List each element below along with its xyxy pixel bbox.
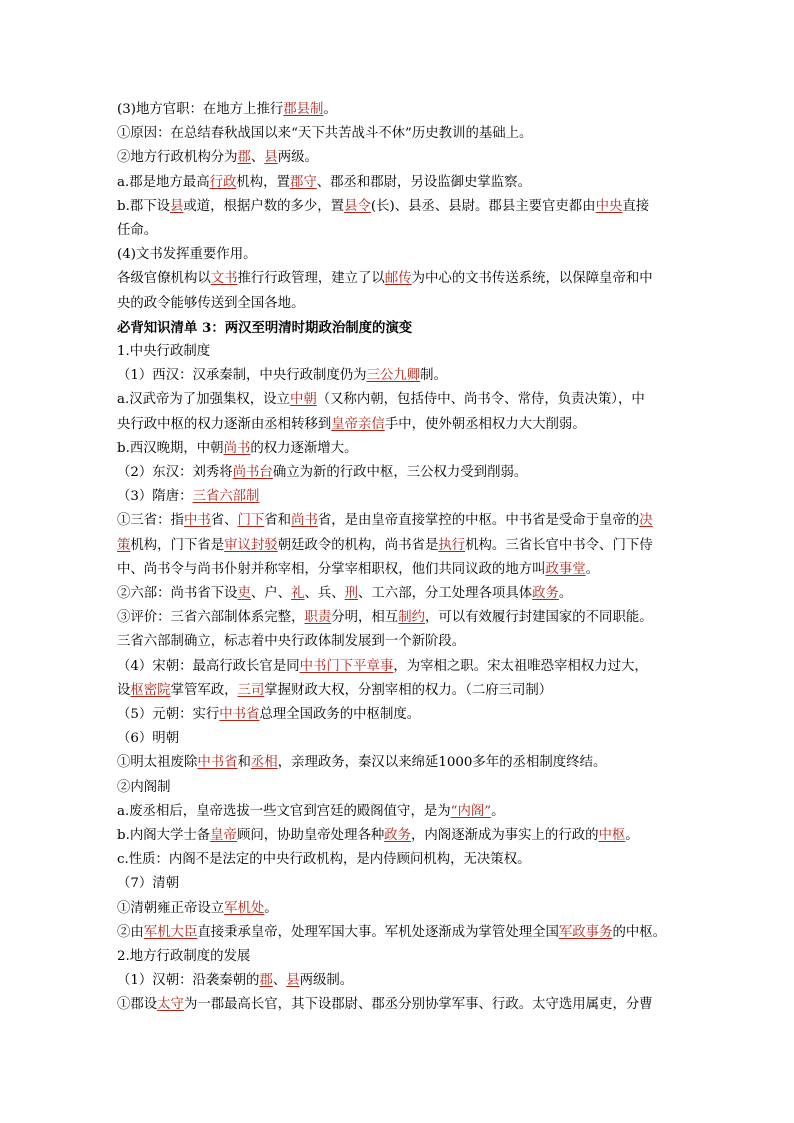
text-segment: 机构。三省长官中书令、门下侍	[465, 538, 653, 553]
text-segment: ，为宰相之职。宋太祖唯恐宰相权力过大，	[393, 659, 648, 674]
highlighted-term: 县令	[344, 199, 371, 214]
highlighted-term: 执行	[438, 538, 466, 553]
text-line	[117, 921, 666, 945]
highlighted-term: 郡县制	[283, 102, 324, 117]
text-line	[117, 582, 572, 606]
text-segment: 的权力逐渐增大。	[250, 441, 358, 456]
text-segment: 。	[323, 102, 337, 117]
text-segment: 、	[250, 150, 265, 165]
text-line	[117, 171, 531, 195]
text-segment: 两级制。	[299, 973, 354, 988]
text-segment: （5）元朝：实行	[117, 707, 220, 722]
text-segment: 分明，相互	[331, 610, 399, 625]
text-segment: ②由	[117, 925, 144, 940]
text-line	[117, 509, 653, 533]
text-segment: 顾问，协助皇帝处理各种	[236, 828, 385, 843]
text-segment: 、郡丞和郡尉，另设监御史掌监察。	[316, 175, 531, 190]
highlighted-term: 政事堂	[545, 562, 586, 577]
highlighted-term: 枢密院	[130, 683, 171, 698]
highlighted-term: 邮传	[384, 271, 412, 286]
text-line	[117, 872, 179, 896]
highlighted-term: 三司	[237, 683, 265, 698]
highlighted-term: 郡守	[289, 175, 317, 190]
text-segment: 掌管军政，	[170, 683, 238, 698]
text-segment: 直接	[622, 199, 650, 214]
highlighted-term: 中朝	[289, 392, 317, 407]
text-segment: b.西汉晚期，中朝	[117, 441, 224, 456]
text-line	[117, 824, 639, 848]
highlighted-term: 中枢	[598, 828, 626, 843]
highlighted-term: 军政事务	[558, 925, 613, 940]
text-segment: ，亲理政务，秦汉以来绵延1000多年的丞相制度终结。	[277, 755, 607, 770]
text-line	[117, 195, 649, 219]
text-segment: ②内阁制	[117, 780, 171, 795]
text-line	[117, 897, 278, 921]
text-segment: 。	[558, 586, 573, 601]
text-segment: b.内阁大学士备	[117, 828, 211, 843]
highlighted-term: 尚书台	[232, 465, 273, 480]
text-line	[117, 243, 256, 267]
text-segment: （4）宋朝：最高行政长官是同	[117, 659, 300, 674]
text-segment: （2）东汉：刘秀将	[117, 465, 233, 480]
text-line	[117, 98, 337, 122]
highlighted-term: 中央	[595, 199, 623, 214]
text-segment: 必背知识清单 3：两汉至明清时期政治制度的演变	[117, 320, 413, 336]
text-line	[117, 122, 532, 146]
text-segment: ②六部：尚书省下设	[117, 586, 238, 601]
highlighted-term: 决	[639, 513, 653, 528]
text-segment: (3)地方官职：在地方上推行	[117, 102, 284, 117]
text-segment: 掌握财政大权，分割宰相的权力。（二府三司制）	[264, 683, 553, 698]
text-segment: b.郡下设	[117, 199, 170, 214]
text-line	[117, 292, 304, 316]
text-segment: 省，是由皇帝直接掌控的中枢。中书省是受命于皇帝的	[317, 513, 640, 528]
text-line	[117, 534, 653, 558]
text-segment: （7）清朝	[117, 876, 180, 891]
text-segment: ①三省：指	[117, 513, 184, 528]
highlighted-term: 县	[286, 973, 300, 988]
highlighted-term: 制约	[398, 610, 425, 625]
text-segment: 各级官僚机构以	[117, 271, 211, 286]
highlighted-term: 刑	[344, 586, 359, 601]
text-segment: ①郡设	[117, 997, 158, 1012]
highlighted-term: 礼	[291, 586, 305, 601]
highlighted-term: 县	[170, 199, 184, 214]
text-line	[117, 848, 530, 872]
text-segment: 2.地方行政制度的发展	[117, 949, 251, 964]
text-line	[117, 727, 179, 751]
highlighted-term: “内阁”	[450, 804, 492, 819]
text-line	[117, 340, 210, 364]
text-segment: 和	[237, 755, 251, 770]
highlighted-term: 丞相	[250, 755, 278, 770]
highlighted-term: 中书省	[197, 755, 238, 770]
text-segment: 的中枢。	[612, 925, 667, 940]
text-line	[117, 219, 157, 243]
highlighted-term: 中书	[183, 513, 211, 528]
highlighted-term: 皇帝亲信	[331, 417, 385, 432]
text-segment: 机构，置	[236, 175, 290, 190]
text-line	[117, 630, 465, 654]
text-segment: （6）明朝	[117, 731, 180, 746]
text-segment: (4)文书发挥重要作用。	[117, 247, 257, 262]
text-segment: （3）隋唐：	[117, 489, 193, 504]
text-segment: 省、	[210, 513, 238, 528]
text-segment: (长)、县丞、县尉。郡县主要官吏都由	[370, 199, 596, 214]
text-line	[117, 485, 259, 509]
highlighted-term: 行政	[209, 175, 237, 190]
text-segment: （1）汉朝：沿袭秦朝的	[117, 973, 260, 988]
text-segment: 。	[264, 901, 278, 916]
text-segment: 任命。	[117, 223, 158, 238]
text-segment: 手中，使外朝丞相权力大大削弱。	[384, 417, 586, 432]
text-segment: 、户、	[250, 586, 292, 601]
text-segment: 或道，根据户数的多少，置	[183, 199, 345, 214]
text-segment: 设	[117, 683, 131, 698]
highlighted-term: 吏	[237, 586, 251, 601]
text-line	[117, 751, 606, 775]
text-line	[117, 267, 653, 291]
text-segment: a.郡是地方最高	[117, 175, 210, 190]
text-segment: 央行政中枢的权力逐渐由丞相转移到	[117, 417, 332, 432]
highlighted-term: 县	[264, 150, 278, 165]
text-segment: ①原因：在总结春秋战国以来“天下共苦战斗不休”历史教训的基础上。	[117, 126, 533, 141]
text-segment: 三省六部制确立，标志着中央行政体制发展到一个新阶段。	[117, 634, 466, 649]
text-segment: ③评价：三省六部制体系完整，	[117, 610, 305, 625]
text-line	[117, 655, 648, 679]
text-segment: 、	[272, 973, 287, 988]
text-segment: 中、尚书令与尚书仆射并称宰相，分掌宰相职权，他们共同议政的地方叫	[117, 562, 546, 577]
text-segment: 、兵、	[304, 586, 345, 601]
text-line	[117, 703, 420, 727]
highlighted-term: 文书	[210, 271, 238, 286]
highlighted-term: 三省六部制	[192, 489, 260, 504]
text-segment: 1.中央行政制度	[117, 344, 211, 359]
text-line	[117, 461, 527, 485]
text-segment: 直接秉承皇帝，处理军国大事。军机处逐渐成为掌管处理全国	[197, 925, 559, 940]
text-segment: 机构，门下省是	[130, 538, 225, 553]
text-line	[117, 437, 357, 461]
text-segment: 总理全国政务的中枢制度。	[259, 707, 421, 722]
text-segment: 、工六部，分工处理各项具体	[358, 586, 533, 601]
highlighted-term: 郡	[237, 150, 251, 165]
text-segment: ，可以有效履行封建国家的不同职能。	[424, 610, 653, 625]
text-segment: 为中心的文书传送系统，以保障皇帝和中	[411, 271, 653, 286]
text-line	[117, 945, 250, 969]
highlighted-term: 郡	[259, 973, 273, 988]
text-segment: 确立为新的行政中枢，三公权力受到削弱。	[272, 465, 528, 480]
text-segment: ，内阁逐渐成为事实上的行政的	[411, 828, 599, 843]
highlighted-term: 中书门下平章事	[299, 659, 394, 674]
text-segment: a.废丞相后，皇帝选拔一些文官到宫廷的殿阁值守，是为	[117, 804, 451, 819]
text-line	[117, 969, 353, 993]
section-heading	[117, 316, 412, 340]
text-segment: 推行行政管理，建立了以	[237, 271, 385, 286]
text-segment: 制。	[420, 368, 447, 383]
text-segment: a.汉武帝为了加强集权，设立	[117, 392, 290, 407]
text-segment: 两级。	[277, 150, 318, 165]
highlighted-term: 策	[117, 538, 131, 553]
highlighted-term: 尚书	[223, 441, 251, 456]
text-segment: 。	[625, 828, 639, 843]
text-segment: 省和	[264, 513, 292, 528]
text-segment: ①清朝雍正帝设立	[117, 901, 225, 916]
highlighted-term: 中书省	[219, 707, 260, 722]
text-segment: 朝廷政令的机构，尚书省是	[277, 538, 439, 553]
text-line	[117, 606, 653, 630]
text-segment: 。	[491, 804, 505, 819]
text-line	[117, 800, 505, 824]
text-line	[117, 388, 645, 412]
highlighted-term: 尚书	[291, 513, 318, 528]
text-line	[117, 679, 552, 703]
text-segment: （1）西汉：汉承秦制，中央行政制度仍为	[117, 368, 367, 383]
highlighted-term: 军机大臣	[143, 925, 198, 940]
text-segment: ②地方行政机构分为	[117, 150, 238, 165]
highlighted-term: 门下	[237, 513, 265, 528]
highlighted-term: 政务	[384, 828, 412, 843]
text-segment: 央的政令能够传送到全国各地。	[117, 296, 305, 311]
text-line	[117, 413, 586, 437]
highlighted-term: 职责	[304, 610, 332, 625]
text-segment: 。	[585, 562, 600, 577]
highlighted-term: 皇帝	[210, 828, 237, 843]
highlighted-term: 三公九卿	[366, 368, 421, 383]
highlighted-term: 政务	[532, 586, 559, 601]
text-segment: ①明太祖废除	[117, 755, 198, 770]
text-line	[117, 993, 653, 1017]
text-line	[117, 558, 599, 582]
text-line	[117, 776, 171, 800]
highlighted-term: 太守	[157, 997, 184, 1012]
text-line	[117, 364, 447, 388]
text-line	[117, 146, 318, 170]
highlighted-term: 审议封驳	[224, 538, 278, 553]
text-segment: c.性质：内阁不是法定的中央行政机构，是内侍顾问机构，无决策权。	[117, 852, 531, 867]
text-segment: 为一郡最高长官，其下设郡尉、郡丞分别协掌军事、行政。太守选用属吏，分曹	[183, 997, 653, 1012]
text-segment: （又称内朝，包括侍中、尚书令、常侍，负责决策），中	[316, 392, 645, 407]
highlighted-term: 军机处	[224, 901, 265, 916]
